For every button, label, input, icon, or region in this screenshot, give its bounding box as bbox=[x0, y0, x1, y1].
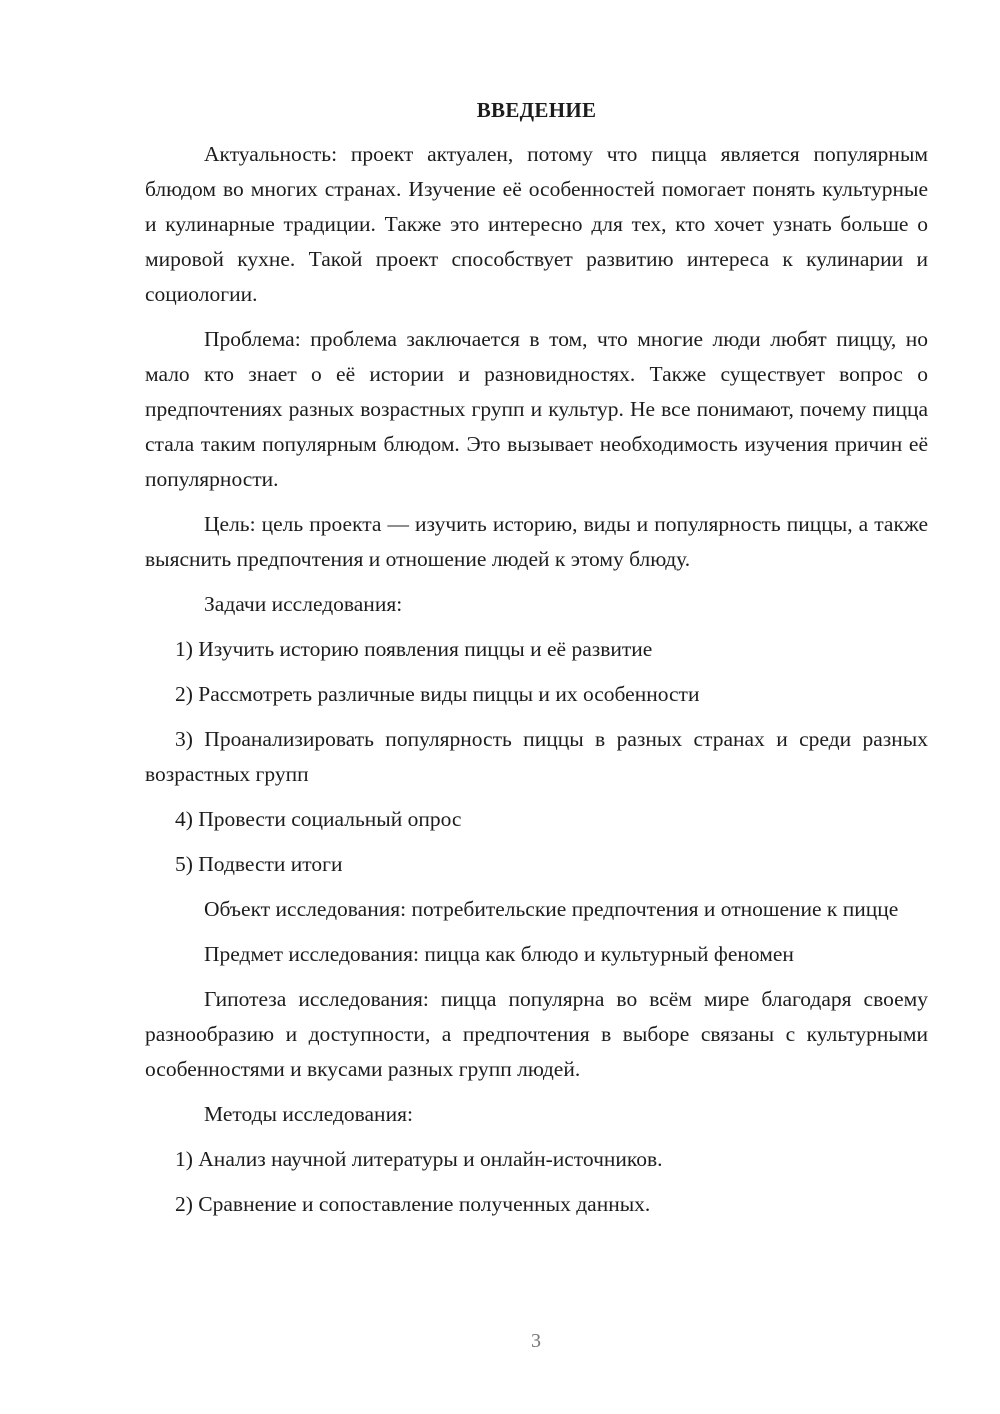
task-item-1: 1) Изучить историю появления пиццы и её развитие bbox=[175, 637, 653, 661]
paragraph-hypothesis: Гипотеза исследования: пицца популярна во всём мире благодаря своему разнообразию и доступности, а предпочтения в выборе связаны с культурными особенностями и вкусами разных групп людей. bbox=[145, 987, 928, 1081]
task-item-3: 3) Проанализировать популярность пиццы в разных странах и среди разных возрастных групп bbox=[145, 727, 928, 786]
methods-heading: Методы исследования: bbox=[204, 1102, 413, 1126]
page-title: ВВЕДЕНИЕ bbox=[476, 98, 597, 122]
task-item-2: 2) Рассмотреть различные виды пиццы и их особенности bbox=[175, 682, 700, 706]
task-item-4: 4) Провести социальный опрос bbox=[175, 807, 462, 831]
document-page bbox=[145, 95, 928, 1232]
page-number: 3 bbox=[531, 1330, 541, 1352]
paragraph-problem: Проблема: проблема заключается в том, что многие люди любят пиццу, но мало кто знает о её истории и разновидностях. Также существует вопрос о предпочтениях разных возрастных групп и культур. Не все понимают, почему пицца стала таким популярным блюдом. Это вызывает необходимость изучения причин её популярности. bbox=[145, 327, 928, 491]
paragraph-relevance: Актуальность: проект актуален, потому что пицца является популярным блюдом во многих странах. Изучение её особенностей помогает понять культурные и кулинарные традиции. Также это интересно для тех, кто хочет узнать больше о мировой кухне. Такой проект способствует развитию интереса к кулинарии и социологии. bbox=[145, 142, 928, 306]
paragraph-object: Объект исследования: потребительские предпочтения и отношение к пицце bbox=[204, 897, 899, 921]
tasks-heading: Задачи исследования: bbox=[204, 592, 403, 616]
method-item-1: 1) Анализ научной литературы и онлайн-источников. bbox=[175, 1147, 663, 1171]
paragraph-subject: Предмет исследования: пицца как блюдо и культурный феномен bbox=[204, 942, 794, 966]
method-item-2: 2) Сравнение и сопоставление полученных данных. bbox=[175, 1192, 651, 1216]
task-item-5: 5) Подвести итоги bbox=[175, 852, 343, 876]
paragraph-goal: Цель: цель проекта — изучить историю, виды и популярность пиццы, а также выяснить предпочтения и отношение людей к этому блюду. bbox=[145, 512, 928, 571]
